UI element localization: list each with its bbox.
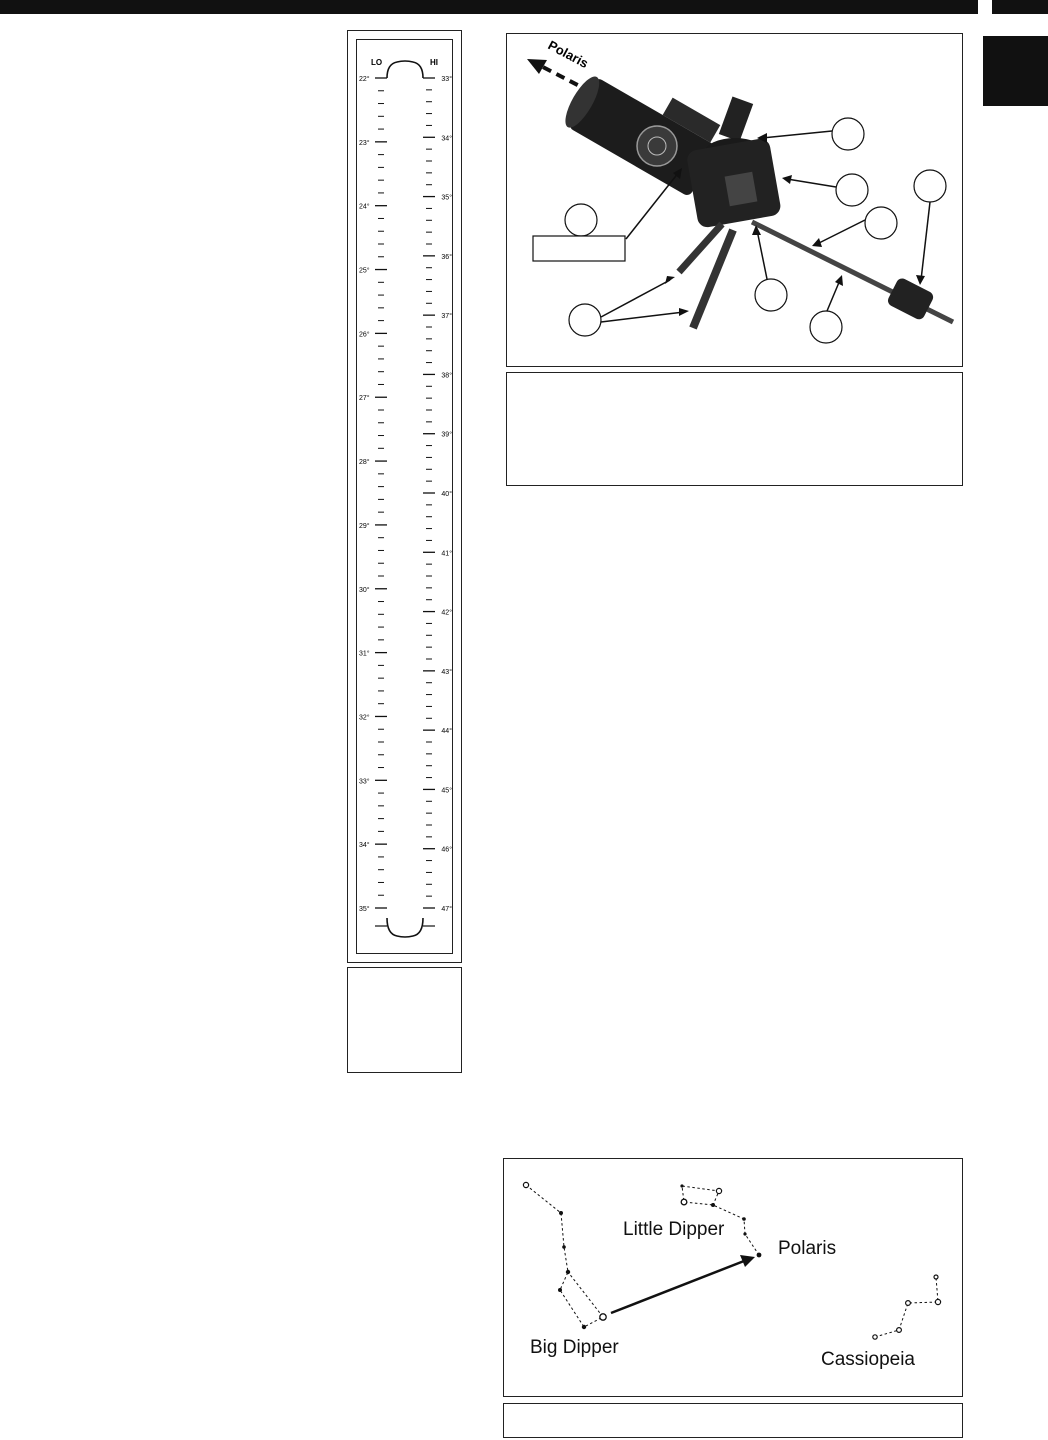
left-scale-label: 24°: [359, 203, 370, 211]
right-scale-label: 47°: [441, 906, 452, 913]
bottom-arc: [387, 918, 423, 937]
right-scale-label: 42°: [441, 609, 452, 617]
lo-label: LO: [371, 58, 383, 67]
right-scale-label: 34°: [441, 135, 452, 143]
left-scale-label: 30°: [359, 586, 370, 594]
cassiopeia-lines: [875, 1277, 938, 1337]
latitude-gauge: [356, 39, 453, 954]
little-dipper-label: Little Dipper: [623, 1219, 725, 1240]
callout-1: [832, 118, 864, 150]
equatorial-mount: [686, 137, 782, 228]
left-scale-label: 25°: [359, 267, 370, 275]
cassiopeia-label: Cassiopeia: [821, 1349, 915, 1370]
left-scale-label: 35°: [359, 906, 370, 913]
latitude-gauge-frame: [347, 30, 462, 963]
telescope-caption-box: [506, 372, 963, 486]
right-scale-label: 44°: [441, 728, 452, 736]
callout-7: [569, 304, 601, 336]
right-scale-label: 43°: [441, 668, 452, 676]
big-dipper-lines: [526, 1185, 603, 1327]
left-scale-label: 33°: [359, 778, 370, 786]
callout-label-box: [533, 236, 625, 261]
callout-2: [836, 174, 868, 206]
left-scale-label: 27°: [359, 395, 370, 403]
latitude-scale-svg: [357, 40, 454, 955]
gauge-caption-box: [347, 967, 462, 1073]
left-scale-label: 31°: [359, 650, 370, 658]
big-dipper-stars: [523, 1182, 606, 1329]
left-scale-label: 26°: [359, 331, 370, 339]
right-scale-label: 37°: [441, 313, 452, 321]
right-scale-label: 41°: [441, 550, 452, 558]
callout-8: [810, 311, 842, 343]
callout-4: [865, 207, 897, 239]
right-scale-label: 39°: [441, 431, 452, 439]
right-scale-label: 45°: [441, 787, 452, 795]
cassiopeia-stars: [873, 1275, 941, 1339]
pointer-arrow: [611, 1261, 744, 1313]
callout-3: [914, 170, 946, 202]
right-scale-label: 40°: [441, 491, 452, 498]
callout-5: [565, 204, 597, 236]
right-scale-label: 36°: [441, 253, 452, 261]
callout-6: [755, 279, 787, 311]
telescope-illustration: [507, 34, 961, 365]
right-scale-label: 38°: [441, 372, 452, 380]
polaris-star-label: Polaris: [778, 1238, 837, 1259]
right-scale-label: 46°: [441, 846, 452, 854]
section-tab: [983, 36, 1048, 106]
finder-scope: [719, 96, 753, 141]
big-dipper-label: Big Dipper: [530, 1337, 619, 1358]
left-scale-label: 34°: [359, 842, 370, 850]
right-scale-label: 35°: [441, 194, 452, 202]
star-map-caption-box: [503, 1403, 963, 1438]
star-map: [503, 1158, 963, 1397]
left-scale-label: 23°: [359, 139, 370, 147]
header-rule: [0, 0, 978, 14]
right-scale-label: 33°: [441, 76, 452, 83]
polaris-label: Polaris: [545, 37, 591, 72]
hi-label: HI: [430, 58, 438, 67]
left-scale-label: 22°: [359, 76, 370, 83]
gauge-ticks: [359, 75, 452, 913]
header-rule-right: [992, 0, 1048, 14]
left-scale-label: 29°: [359, 522, 370, 530]
counterweight: [886, 276, 935, 321]
left-scale-label: 28°: [359, 459, 370, 467]
telescope-figure: [506, 33, 963, 367]
top-arc: [387, 61, 423, 78]
declination-dial: [637, 126, 677, 166]
left-scale-label: 32°: [359, 714, 370, 722]
